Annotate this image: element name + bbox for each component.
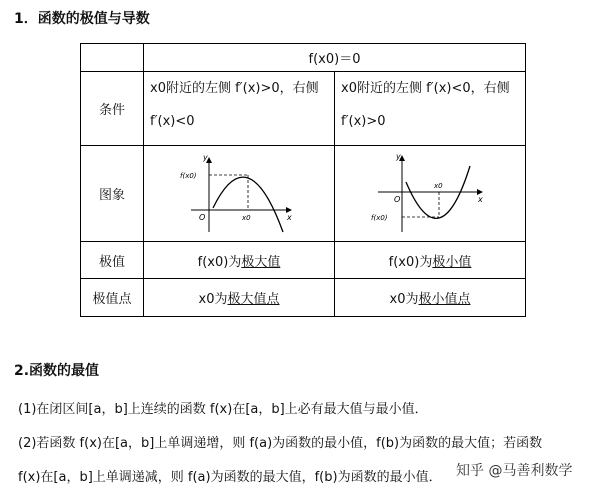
- origin-label: O: [199, 212, 206, 222]
- point-left: [144, 279, 335, 317]
- point-right: [335, 279, 526, 317]
- row-label-graph: 图象: [81, 146, 144, 242]
- condition-left: [144, 72, 335, 146]
- table-corner: [81, 44, 144, 72]
- x-axis-label: x: [287, 212, 292, 222]
- row-label-extreme: 极值: [81, 242, 144, 279]
- extreme-right-prefix: f(x0)为: [388, 254, 433, 270]
- y-axis-label: y: [203, 152, 208, 162]
- paragraph-2-line1: (2)若函数 f(x)在[a，b]上单调递增，则 f(a)为函数的最小值，f(b)为函数的最大值；若函数: [18, 436, 543, 451]
- extreme-left-value: 极大值: [241, 254, 281, 270]
- extreme-left-prefix: f(x0)为: [197, 254, 242, 270]
- condition-left-line1: x0附近的左侧 f′(x)>0，右侧: [150, 81, 319, 96]
- x0-tick: x0: [434, 181, 443, 190]
- y-axis-label: y: [396, 151, 401, 161]
- condition-right: [335, 72, 526, 146]
- f-x0-tick: f(x0): [180, 171, 197, 180]
- section1-title: 1．函数的极值与导数: [14, 11, 150, 27]
- point-right-value: 极小值点: [418, 292, 471, 307]
- condition-right-line2: f′(x)>0: [341, 114, 386, 129]
- section2-title: 2.函数的最值: [14, 363, 100, 379]
- x0-tick: x0: [242, 213, 251, 222]
- watermark: 知乎 @马善利数学: [456, 463, 573, 479]
- graph-left-cell: [144, 146, 335, 242]
- paragraph-2-line2: f(x)在[a，b]上单调递减，则 f(a)为函数的最大值，f(b)为函数的最小值．: [18, 470, 442, 485]
- point-left-prefix: x0为: [198, 292, 228, 307]
- point-left-value: 极大值点: [227, 292, 280, 307]
- row-label-condition: 条件: [81, 72, 144, 146]
- extreme-right: [335, 242, 526, 279]
- f-x0-tick: f(x0): [371, 213, 388, 222]
- origin-label: O: [394, 194, 401, 204]
- condition-right-line1: x0附近的左侧 f′(x)<0，右侧: [341, 81, 510, 96]
- condition-left-line2: f′(x)<0: [150, 114, 195, 129]
- minimum-graph: [370, 152, 490, 236]
- graph-right-cell: [335, 146, 526, 242]
- row-label-point: 极值点: [81, 279, 144, 317]
- table-header: f(x0)＝0: [144, 44, 526, 72]
- extreme-right-value: 极小值: [432, 254, 472, 270]
- maximum-graph: [179, 152, 299, 236]
- paragraph-1: (1)在闭区间[a，b]上连续的函数 f(x)在[a，b]上必有最大值与最小值．: [18, 402, 428, 417]
- extreme-left: [144, 242, 335, 279]
- extremum-table: [80, 43, 526, 317]
- point-right-prefix: x0为: [389, 292, 419, 307]
- x-axis-label: x: [478, 194, 483, 204]
